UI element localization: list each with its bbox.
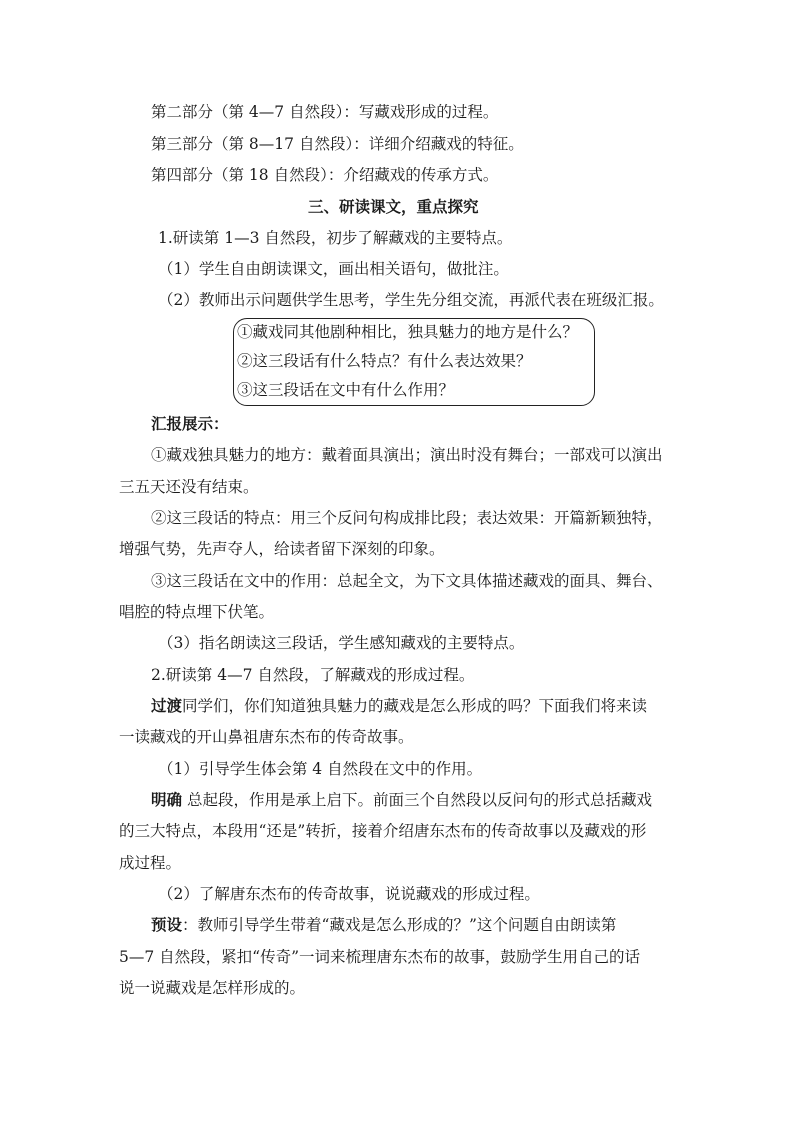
step1-title: 1.研读第 1—3 自然段，初步了解藏戏的主要特点。: [158, 229, 513, 247]
answer-2-line-2: 增强气势，先声夺人，给读者留下深刻的印象。: [119, 540, 445, 558]
part4-paragraph: 第四部分（第 18 自然段）：介绍藏戏的传承方式。: [151, 166, 499, 184]
answer-1-line-2: 三五天还没有结束。: [119, 478, 259, 496]
transition-label: 过渡: [151, 696, 183, 715]
transition-text-1: 同学们，你们知道独具魅力的藏戏是怎么形成的吗？下面我们将来读: [182, 697, 648, 715]
clarify-line-2: 的三大特点，本段用“还是”转折，接着介绍唐东杰布的传奇故事以及藏戏的形: [119, 822, 647, 840]
step2-title: 2.研读第 4—7 自然段，了解藏戏的形成过程。: [151, 666, 475, 684]
answer-3-line-1: ③这三段话在文中的作用：总起全文，为下文具体描述藏戏的面具、舞台、: [151, 572, 663, 590]
question-callout-box: [233, 318, 595, 406]
callout-question-2: ②这三段话有什么特点？有什么表达效果？: [237, 352, 532, 370]
section3-heading: 三、研读课文，重点探究: [308, 197, 479, 216]
step1-sub2: （2）教师出示问题供学生思考，学生先分组交流，再派代表在班级汇报。: [158, 291, 664, 309]
clarify-line-3: 成过程。: [119, 854, 182, 872]
preset-line-1: [151, 915, 616, 935]
clarify-text-1: 总起段，作用是承上启下。前面三个自然段以反问句的形式总括藏戏: [186, 791, 652, 809]
step1-sub3: （3）指名朗读这三段话，学生感知藏戏的主要特点。: [158, 634, 525, 652]
answer-2-line-1: ②这三段话的特点：用三个反问句构成排比段；表达效果：开篇新颖独特，: [151, 509, 663, 527]
transition-line-1: [151, 696, 647, 716]
preset-text-1: ：教师引导学生带着“藏戏是怎么形成的？”这个问题自由朗读第: [182, 916, 617, 934]
step2-sub1: （1）引导学生体会第 4 自然段在文中的作用。: [158, 760, 483, 778]
part2-paragraph: 第二部分（第 4—7 自然段）：写藏戏形成的过程。: [151, 103, 499, 121]
part3-paragraph: 第三部分（第 8—17 自然段）：详细介绍藏戏的特征。: [151, 135, 524, 153]
transition-line-2: 一读藏戏的开山鼻祖唐东杰布的传奇故事。: [119, 728, 414, 746]
report-label: 汇报展示：: [151, 414, 229, 433]
answer-3-line-2: 唱腔的特点埋下伏笔。: [119, 603, 275, 621]
step1-sub1: （1）学生自由朗读课文，画出相关语句，做批注。: [158, 260, 509, 278]
step2-sub2: （2）了解唐东杰布的传奇故事，说说藏戏的形成过程。: [158, 885, 540, 903]
callout-question-1: ①藏戏同其他剧种相比，独具魅力的地方是什么？: [237, 323, 579, 341]
clarify-label: 明确: [151, 790, 183, 809]
preset-line-2: 5—7 自然段，紧扣“传奇”一词来梳理唐东杰布的故事，鼓励学生用自己的话: [119, 948, 641, 966]
answer-1-line-1: ①藏戏独具魅力的地方：戴着面具演出；演出时没有舞台；一部戏可以演出: [151, 446, 663, 464]
preset-label: 预设: [151, 915, 183, 934]
callout-question-3: ③这三段话在文中有什么作用？: [237, 381, 455, 399]
preset-line-3: 说一说藏戏是怎样形成的。: [119, 979, 306, 997]
clarify-line-1: [151, 790, 652, 810]
